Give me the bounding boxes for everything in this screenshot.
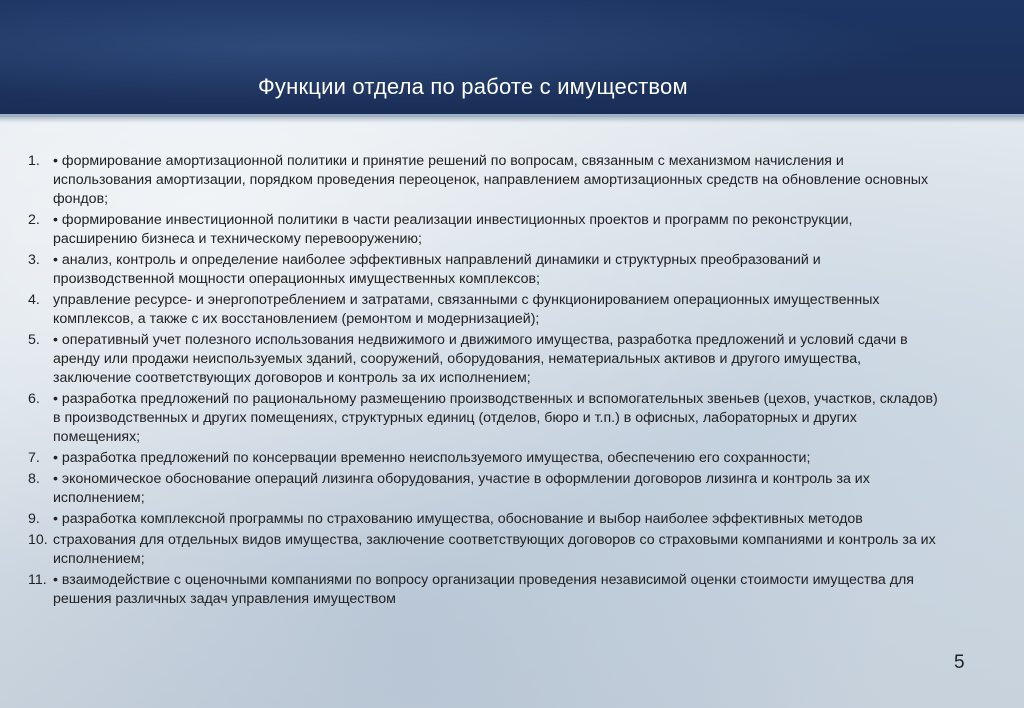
item-text: • взаимодействие с оценочными компаниями по вопросу организации проведения независимой оценки стоимости имущества для решения различных задач управления имуществом: [53, 572, 914, 607]
list-item: [28, 390, 938, 447]
item-number: 2.: [28, 212, 40, 228]
list-item: [28, 291, 938, 329]
header-shadow: [0, 117, 1024, 123]
slide-header: [0, 0, 1024, 116]
item-number: 1.: [28, 153, 40, 169]
item-text: • формирование амортизационной политики и принятие решений по вопросам, связанным с механизмом начисления и использования амортизации, порядком проведения переоценок, направлением амортизационных средств на обновление основных фондов;: [53, 153, 929, 207]
item-text: • анализ, контроль и определение наиболее эффективных направлений динамики и структурных преобразований и производственной мощности операционных имущественных комплексов;: [53, 252, 821, 287]
item-number: 7.: [28, 450, 40, 466]
item-number: 5.: [28, 332, 40, 348]
item-text: • оперативный учет полезного использования недвижимого и движимого имущества, разработка предложений и условий сдачи в аренду или продажи неиспользуемых зданий, сооружений, оборудования, нематериальных активов и другого имущества, заключение соответствующих договоров и контроль за их исполнением;: [53, 332, 908, 386]
item-number: 9.: [28, 511, 40, 527]
list-item: [28, 331, 938, 388]
list-item: [28, 251, 938, 289]
item-number: 3.: [28, 252, 40, 268]
slide-title: Функции отдела по работе с имуществом: [258, 74, 688, 99]
functions-list: [28, 152, 938, 611]
item-text: страхования для отдельных видов имущества, заключение соответствующих договоров со страховыми компаниями и контроль за их исполнением;: [53, 532, 936, 567]
list-item: [28, 152, 938, 209]
list-item: [28, 470, 938, 508]
page-number: 5: [954, 652, 965, 673]
item-number: 11.: [28, 572, 47, 588]
list-item: [28, 211, 938, 249]
list-item: [28, 531, 938, 569]
item-number: 4.: [28, 292, 40, 308]
item-text: • разработка предложений по рациональному размещению производственных и вспомогательных звеньев (цехов, участков, складов) в производственных и других помещениях, структурных единиц (отделов, бюро и т.п.) в офисных, лабораторных и других помещениях;: [53, 391, 938, 445]
list-item: [28, 571, 938, 609]
list-item: [28, 449, 938, 468]
item-number: 6.: [28, 391, 40, 407]
item-text: • экономическое обоснование операций лизинга оборудования, участие в оформлении договоров лизинга и контроль за их исполнением;: [53, 471, 870, 506]
item-number: 10.: [28, 532, 48, 548]
item-text: • разработка комплексной программы по страхованию имущества, обоснование и выбор наиболее эффективных методов: [53, 511, 863, 527]
item-number: 8.: [28, 471, 40, 487]
item-text: • разработка предложений по консервации временно неиспользуемого имущества, обеспечению его сохранности;: [53, 450, 811, 466]
item-text: управление ресурсе- и энергопотреблением и затратами, связанными с функционированием операционных имущественных комплексов, а также с их восстановлением (ремонтом и модернизацией);: [53, 292, 880, 327]
list-item: [28, 510, 938, 529]
item-text: • формирование инвестиционной политики в части реализации инвестиционных проектов и программ по реконструкции, расширению бизнеса и техническому перевооружению;: [53, 212, 853, 247]
